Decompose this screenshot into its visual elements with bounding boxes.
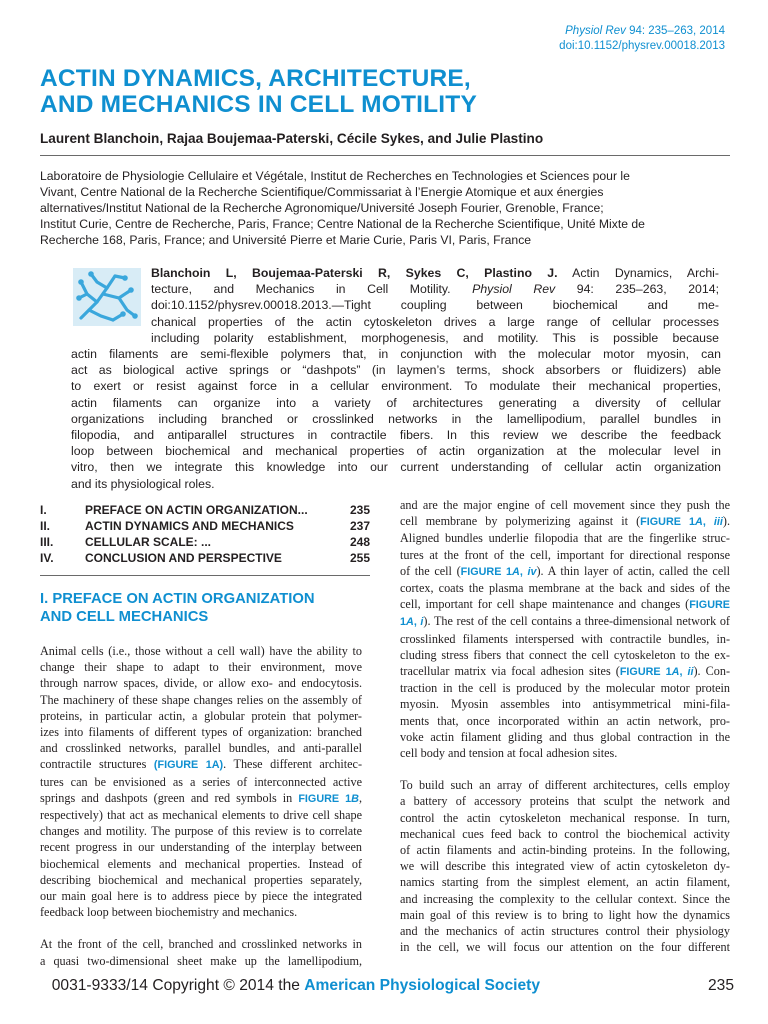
figure-reference[interactable]: FIGURE 1B bbox=[298, 792, 359, 805]
section-heading-line: I. PREFACE ON ACTIN ORGANIZATION bbox=[40, 591, 315, 607]
paragraph bbox=[40, 936, 362, 968]
affiliation-line: Laboratoire de Physiologie Cellulaire et Végétale, Institut de Recherches en Technologies et Sciences pour le bbox=[40, 169, 630, 183]
figure-reference[interactable]: FIGURE 1A, ii bbox=[619, 666, 694, 679]
actin-network-logo-icon bbox=[73, 268, 141, 326]
toc-number: II. bbox=[40, 519, 51, 533]
paragraph bbox=[400, 497, 730, 761]
toc-page: 255 bbox=[349, 551, 370, 565]
toc-entry[interactable] bbox=[40, 534, 370, 550]
body-line: and the mechanics of actin structures control their physiology bbox=[400, 924, 730, 939]
body-line: cell, important for cell shape maintenance and changes (FIGURE bbox=[400, 597, 730, 612]
abstract-line: actin filaments can organize into a variety of architectures generating a diversity of cellular bbox=[71, 395, 721, 410]
body-line: control the actin cytoskeleton mechanical response. In turn, bbox=[400, 810, 730, 825]
body-line: namics starting from the simplest element, an actin filament, bbox=[400, 875, 730, 890]
body-line: cortex, coats the plasma membrane at the back and sides of the bbox=[400, 581, 730, 596]
body-line: springs and dashpots (green and red symbols in FIGURE 1B, bbox=[40, 790, 362, 805]
toc-number: I. bbox=[40, 503, 47, 517]
abstract-line: act as biological active springs or “dashpots” (in laymen’s terms, shock absorbers or fluidizers) able bbox=[71, 363, 721, 378]
body-line: The machinery of these shape changes relies on the assembly of bbox=[40, 692, 362, 707]
affiliation-line: Institut Curie, Centre de Recherche, Paris, France; Centre National de la Recherche Scientifique, Unité Mixte de bbox=[40, 217, 645, 231]
abstract-line: filopodia, and antiparallel structures in contractile fibers. In this review we describe the feedback bbox=[71, 428, 721, 443]
section-heading-line: AND CELL MECHANICS bbox=[40, 609, 209, 625]
body-line: through narrow spaces, divide, or allow exo- and endocytosis. bbox=[40, 676, 362, 691]
abstract-line: vitro, then we integrate this knowledge into our current understanding of cellular actin organization bbox=[71, 460, 721, 475]
body-line: biochemical elements and mechanical properties. Instead of bbox=[40, 856, 362, 871]
toc-number: III. bbox=[40, 535, 54, 549]
journal-citation bbox=[559, 24, 725, 54]
citation-line bbox=[559, 24, 725, 39]
copyright-text: 0031-9333/14 Copyright © 2014 the bbox=[51, 977, 300, 994]
body-line: To build such an array of different architectures, cells employ bbox=[400, 778, 730, 793]
divider bbox=[40, 155, 730, 156]
paragraph bbox=[40, 643, 362, 920]
body-line: and crosslinked networks, parallel bundles, and anti-parallel bbox=[40, 741, 362, 756]
body-line: of actin filaments and actin-binding proteins. In the following, bbox=[400, 843, 730, 858]
abstract-line: actin filaments are semi-flexible polymers that, in conjunction with the molecular motor myosin, can bbox=[71, 347, 721, 361]
body-line: traction in the cell is produced by the molecular motor protein bbox=[400, 681, 730, 696]
body-line: contractile structures (FIGURE 1A). These different architec- bbox=[40, 757, 362, 772]
body-line: mechanical cues feed back to control the biochemical activity bbox=[400, 826, 730, 841]
body-line: our main goal here is to address piece by piece the integrated bbox=[40, 889, 362, 904]
article-title bbox=[40, 66, 740, 118]
abstract-text: 94: 235–263, 2014; bbox=[555, 282, 719, 297]
doi[interactable]: doi:10.1152/physrev.00018.2013 bbox=[559, 40, 725, 52]
toc-page: 237 bbox=[349, 519, 370, 533]
affiliations bbox=[40, 168, 732, 248]
figure-reference[interactable]: (FIGURE 1A) bbox=[153, 759, 224, 772]
body-line: changes and motility. The purpose of this review is to correlate bbox=[40, 824, 362, 839]
toc-entry[interactable] bbox=[40, 550, 370, 566]
toc-title: PREFACE ON ACTIN ORGANIZATION... bbox=[85, 503, 308, 517]
body-line: cell membrane by polymerizing against it (FIGURE 1A, iii). bbox=[400, 514, 731, 529]
toc-entry[interactable] bbox=[40, 502, 370, 518]
abstract-body bbox=[71, 346, 721, 492]
body-line: change their shape to adapt to their environment, move bbox=[40, 660, 362, 675]
body-line: respectively) that act as mechanical elements to drive cell shape bbox=[40, 808, 362, 823]
body-line: a quasi two-dimensional sheet make up the lamellipodium, bbox=[40, 953, 362, 968]
abstract-head bbox=[151, 265, 719, 346]
body-line: and increasing the complexity to the cellular context. Since the bbox=[400, 891, 730, 906]
figure-reference[interactable]: FIGURE 1A, iii bbox=[640, 516, 723, 529]
body-line: recent progress in our understanding of the interplay between bbox=[40, 840, 362, 855]
author-list: Laurent Blanchoin, Rajaa Boujemaa-Paterski, Cécile Sykes, and Julie Plastino bbox=[40, 131, 544, 146]
paragraph-gap bbox=[400, 761, 730, 777]
society-name: American Physiological Society bbox=[304, 977, 540, 994]
affiliation-line: Vivant, Centre National de la Recherche Scientifique/Commissariat à l’Energie Atomique et aux énergies bbox=[40, 185, 604, 199]
body-line: tracellular matrix via focal adhesion sites (FIGURE 1A, ii). Con- bbox=[400, 664, 731, 679]
body-line: describing biochemical and mechanical properties separately, bbox=[40, 872, 362, 887]
body-line: we will describe this integrated view of actin cytoskeleton dy- bbox=[400, 859, 730, 874]
volume-pages: 94: 235–263, 2014 bbox=[629, 25, 725, 37]
toc-title: ACTIN DYNAMICS AND MECHANICS bbox=[85, 519, 294, 533]
abstract-line: organizations including branched or crosslinked networks in the lamellipodium, parallel bundles in bbox=[71, 411, 721, 426]
toc-entry[interactable] bbox=[40, 518, 370, 534]
body-line: At the front of the cell, branched and crosslinked networks in bbox=[40, 937, 362, 952]
abstract-line: including polarity establishment, morphogenesis, and motility. This is possible because bbox=[151, 330, 719, 345]
figure-reference[interactable]: FIGURE 1A, iv bbox=[460, 565, 537, 578]
body-line: cell body and tension at focal adhesion sites. bbox=[400, 746, 618, 761]
affiliation-line: alternatives/Institut National de la Recherche Agronomique/Université Joseph Fourier, Grenoble, France; bbox=[40, 201, 604, 215]
toc-title: CONCLUSION AND PERSPECTIVE bbox=[85, 551, 282, 565]
toc-title: CELLULAR SCALE: ... bbox=[85, 535, 211, 549]
body-line: and are the major engine of cell movement since they push the bbox=[400, 498, 730, 512]
journal-name: Physiol Rev bbox=[565, 25, 626, 37]
toc-divider bbox=[40, 575, 370, 576]
body-line: tures at the front of the cell, important for directional response bbox=[400, 547, 730, 562]
body-line: cluding stress fibers that connect the cell cytoskeleton to the ex- bbox=[400, 647, 730, 662]
abstract-author-citation: Blanchoin L, Boujemaa-Paterski R, Sykes C, Plastino J. bbox=[151, 266, 558, 280]
affiliation-line: Recherche 168, Paris, France; and Université Pierre et Marie Curie, Paris VI, Paris, France bbox=[40, 233, 532, 247]
body-line: in the cell, we will focus our attention on the four different bbox=[400, 940, 730, 955]
figure-reference[interactable]: 1A, i bbox=[400, 616, 424, 629]
abstract-line: chanical properties of the actin cytoskeleton drives a large range of cellular processes bbox=[151, 314, 719, 329]
body-line: izes into filaments of different types of organization: branched bbox=[40, 725, 362, 740]
body-line: voke actin filament gliding and thus global contraction in the bbox=[400, 729, 730, 744]
abstract-line: loop between biochemical and mechanical properties of actin organization at the molecular level in bbox=[71, 444, 721, 459]
body-line: 1A, i). The rest of the cell contains a three-dimensional network of bbox=[400, 614, 730, 629]
section-heading bbox=[40, 590, 370, 626]
toc-page: 248 bbox=[349, 535, 370, 549]
body-line: a battery of accessory proteins that sculpt the network and bbox=[400, 794, 730, 809]
title-line: AND MECHANICS IN CELL MOTILITY bbox=[40, 91, 478, 118]
abstract-line bbox=[151, 281, 719, 297]
abstract-line: and its physiological roles. bbox=[71, 476, 215, 491]
title-line: ACTIN DYNAMICS, ARCHITECTURE, bbox=[40, 65, 471, 92]
footer-copyright bbox=[40, 977, 540, 995]
abstract-text: Actin Dynamics, Archi- bbox=[557, 266, 719, 280]
page-footer bbox=[40, 977, 734, 997]
toc-number: IV. bbox=[40, 551, 54, 565]
toc-page: 235 bbox=[349, 503, 370, 517]
abstract-line: to exert or resist against force in a cellular environment. To modulate their mechanical properties, bbox=[71, 379, 721, 394]
abstract-line bbox=[151, 265, 719, 281]
body-line: proteins, in particular actin, a globular protein that polymer- bbox=[40, 708, 362, 723]
body-line: tures can be envisioned as a series of interconnected active bbox=[40, 774, 362, 789]
body-line: feedback loop between biochemistry and mechanics. bbox=[40, 905, 298, 920]
abstract-text: tecture, and Mechanics in Cell Motility. bbox=[151, 282, 473, 297]
left-column bbox=[40, 643, 362, 969]
page-number: 235 bbox=[707, 977, 734, 994]
abstract-journal: Physiol Rev bbox=[472, 282, 556, 297]
figure-reference[interactable]: FIGURE bbox=[689, 599, 730, 612]
body-line: ments that, once incorporated within an actin network, pro- bbox=[400, 713, 730, 728]
abstract-line: doi:10.1152/physrev.00018.2013.—Tight coupling between biochemical and me- bbox=[151, 298, 719, 313]
body-line: main goal of this review is to bring to light how the dynamics bbox=[400, 907, 730, 922]
paragraph bbox=[400, 777, 730, 955]
table-of-contents bbox=[40, 502, 370, 566]
body-line: of the cell (FIGURE 1A, iv). A thin layer of actin, called the cell bbox=[400, 563, 731, 578]
body-line: myosin. Myosin assembles into antisymmetrical mini-fila- bbox=[400, 697, 730, 712]
body-line: Animal cells (i.e., those without a cell wall) have the ability to bbox=[40, 644, 362, 658]
paragraph-gap bbox=[40, 920, 362, 936]
right-column bbox=[400, 497, 730, 955]
body-line: Aligned bundles underlie filopodia that are the fingerlike struc- bbox=[400, 531, 730, 546]
body-line: crosslinked filaments interspersed with contractile bundles, in- bbox=[400, 631, 730, 646]
